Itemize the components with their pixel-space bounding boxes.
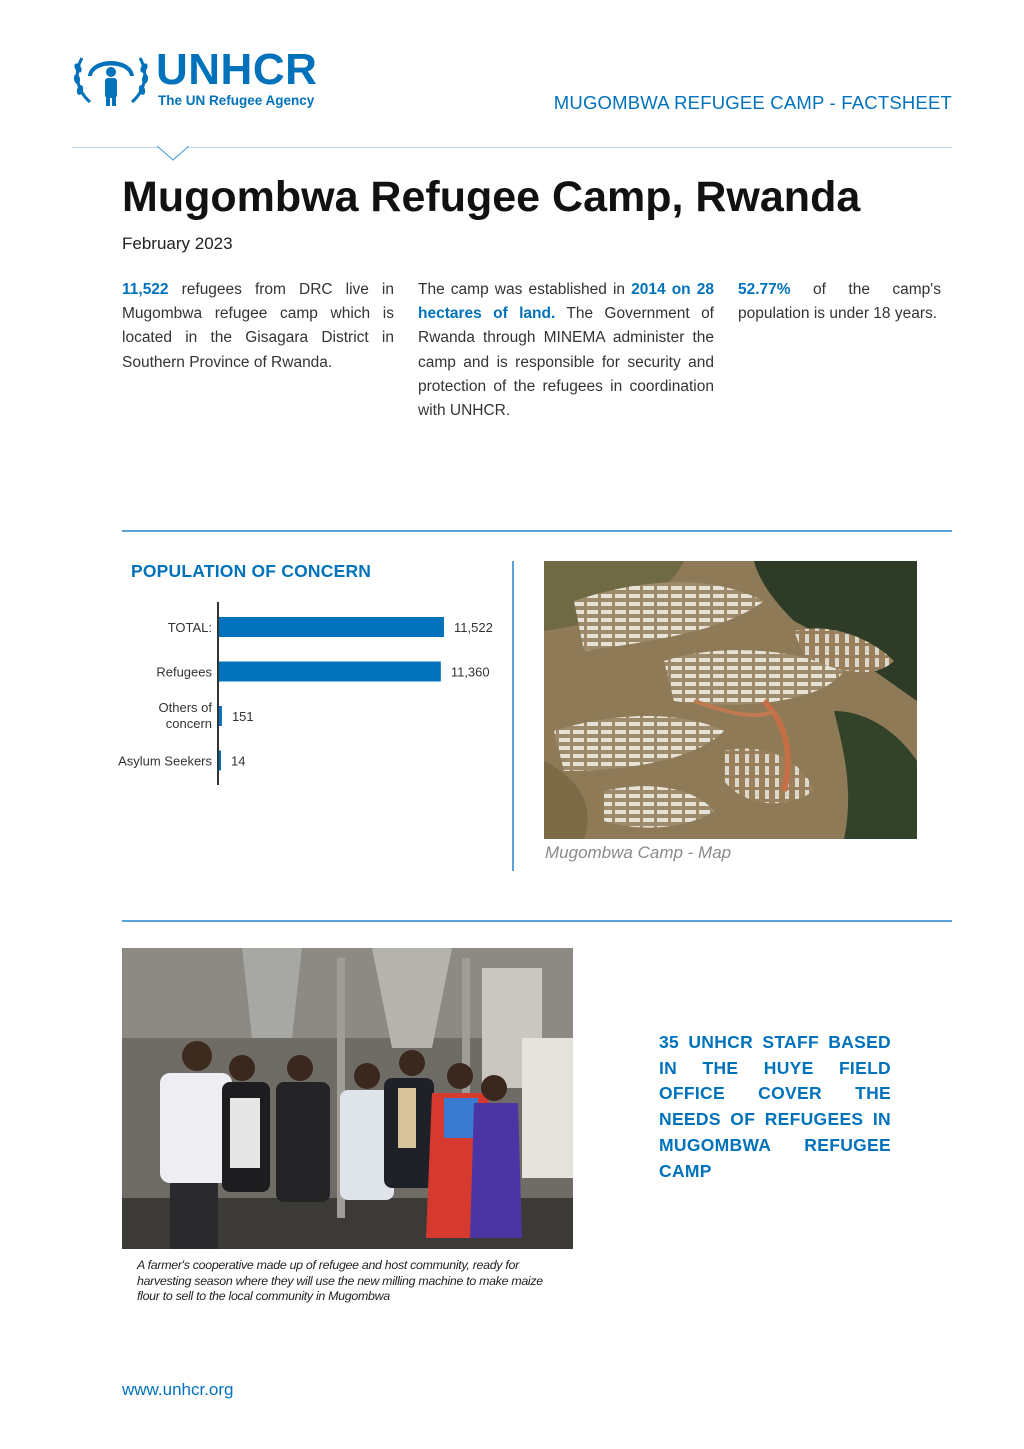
section-divider — [122, 920, 952, 922]
cooperative-photo — [122, 948, 573, 1249]
page-title: Mugombwa Refugee Camp, Rwanda — [122, 173, 861, 221]
intro-text: The Government of Rwanda through MINEMA administer the camp and is responsible for security and protection of the refugees in coordination with UNHCR. — [418, 305, 714, 420]
map-caption: Mugombwa Camp - Map — [545, 843, 732, 862]
intro-column-youth — [738, 278, 941, 326]
unhcr-logo — [72, 46, 342, 110]
chart-bar — [219, 617, 444, 637]
header-divider — [72, 147, 952, 148]
chart-value-label: 151 — [231, 709, 254, 724]
intro-text: refugees from DRC live in Mugombwa refugee camp which is located in the Gisagara District in Southern Province of Rwanda. — [122, 281, 394, 371]
intro-text: The camp was established in — [418, 281, 632, 298]
camp-map-image — [544, 561, 917, 839]
footer-website-link[interactable]: www.unhcr.org — [122, 1380, 234, 1399]
photo-caption: A farmer's cooperative made up of refugee and host community, ready for harvesting season where they will use the new milling machine to make maize flour to sell to the local community in Mugombwa — [137, 1258, 543, 1303]
chart-value-label: 11,360 — [450, 664, 490, 680]
intro-column-population — [122, 278, 394, 375]
chart-category-label: Asylum Seekers — [118, 753, 212, 769]
chart-category-label: Refugees — [156, 664, 212, 680]
intro-text: of the camp's population is under 18 years. — [738, 281, 941, 323]
page-date: February 2023 — [122, 234, 233, 253]
factsheet-title: MUGOMBWA REFUGEE CAMP - FACTSHEET — [553, 92, 952, 113]
logo-subtitle: The UN Refugee Agency — [158, 93, 315, 108]
logo-wordmark: UNHCR — [156, 45, 318, 94]
chart-value-label: 11,522 — [454, 620, 493, 635]
chart-bar — [219, 751, 221, 771]
satellite-map-graphic — [544, 561, 917, 839]
chart-bar — [219, 662, 441, 682]
establishment-highlight: 2014 on 28 hectares of land. — [418, 281, 714, 323]
chart-category-label: Others of concern — [158, 700, 212, 731]
refugee-count-highlight: 11,522 — [122, 281, 169, 298]
chart-value-label: 14 — [231, 753, 246, 769]
unhcr-emblem-icon — [72, 46, 150, 110]
youth-percentage-highlight: 52.77% — [738, 281, 791, 298]
population-bar-chart — [100, 600, 510, 790]
chart-category-label: TOTAL: — [167, 620, 212, 635]
vertical-divider — [512, 561, 514, 871]
staff-callout: 35 UNHCR STAFF BASED IN THE HUYE FIELD OFFICE COVER THE NEEDS OF REFUGEES IN MUGOMBWA REFUGEE CAMP — [659, 1032, 891, 1181]
chevron-down-icon — [157, 146, 189, 162]
intro-column-establishment — [418, 278, 714, 423]
chart-bar — [219, 706, 222, 726]
group-photo-graphic — [122, 948, 573, 1249]
chart-title: POPULATION OF CONCERN — [131, 561, 372, 581]
section-divider — [122, 530, 952, 532]
